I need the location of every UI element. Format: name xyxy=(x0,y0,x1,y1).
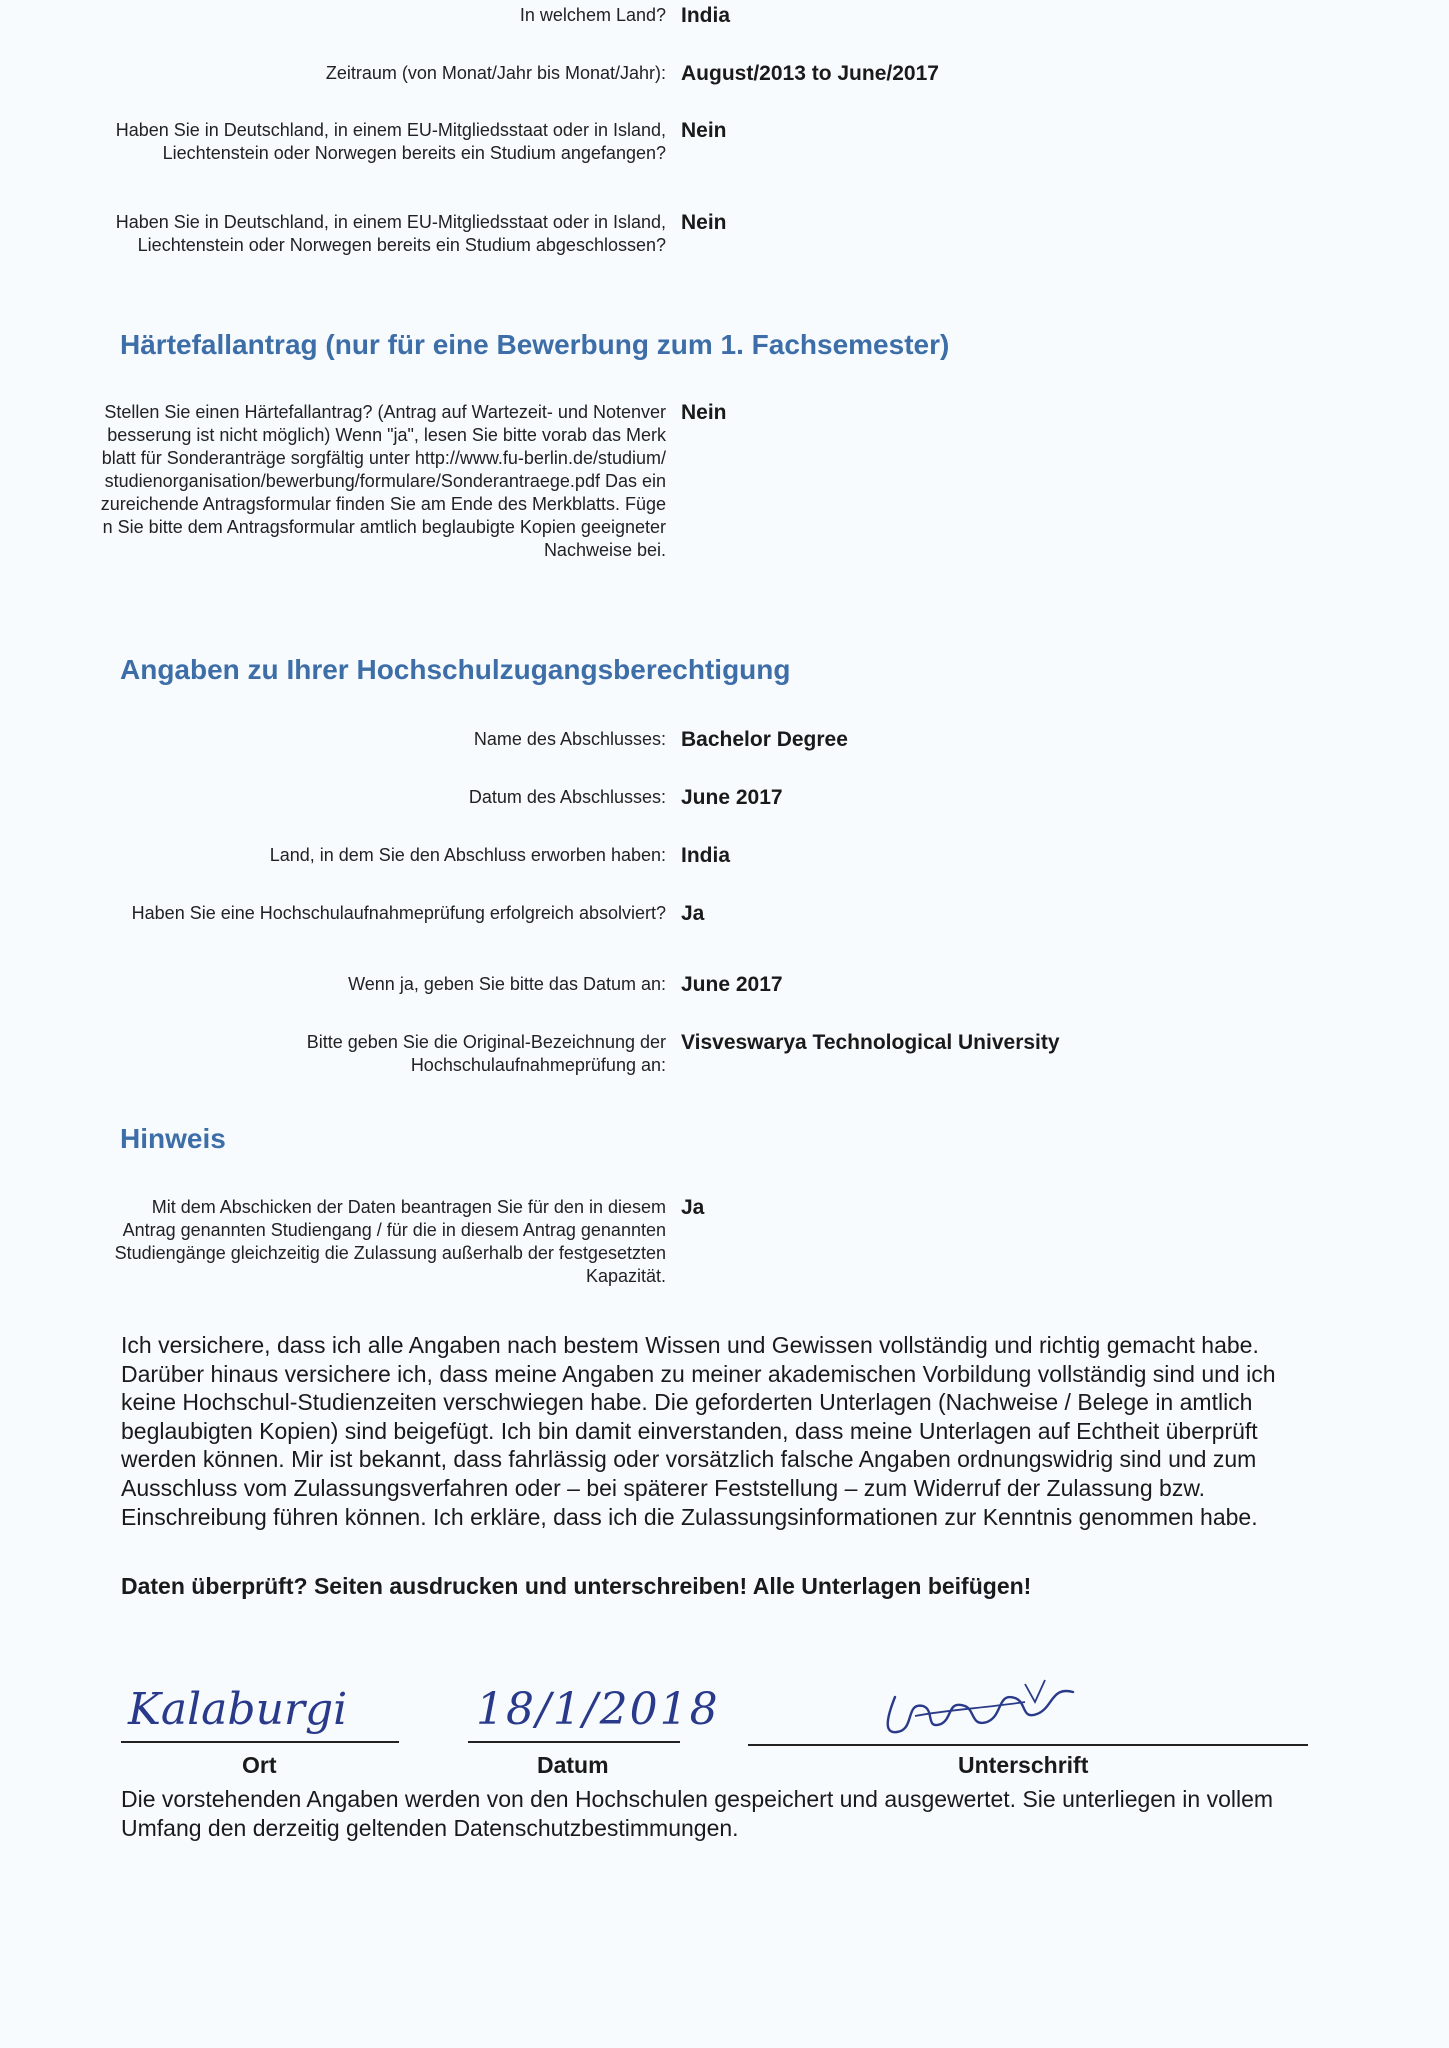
signature-label: Unterschrift xyxy=(958,1752,1089,1778)
field-value: India xyxy=(681,844,731,867)
field-degree-country xyxy=(100,844,1400,867)
field-value: Bachelor Degree xyxy=(681,728,848,751)
field-label: Name des Abschlusses: xyxy=(473,729,666,749)
field-entrance-exam xyxy=(100,902,1400,925)
section-heading-note: Hinweis xyxy=(120,1123,226,1154)
field-exam-name xyxy=(100,1031,1400,1077)
place-label: Ort xyxy=(242,1752,277,1778)
field-capacity-note xyxy=(100,1196,1400,1288)
field-value: Visveswarya Technological University xyxy=(681,1031,1060,1054)
section-heading-hardship: Härtefallantrag (nur für eine Bewerbung zum 1. Fachsemester) xyxy=(120,329,950,360)
field-label: In welchem Land? xyxy=(519,5,666,25)
field-degree-date xyxy=(100,786,1400,809)
handwritten-signature xyxy=(875,1672,1105,1752)
field-period xyxy=(100,62,1400,85)
field-exam-date xyxy=(100,973,1400,996)
field-label: Haben Sie in Deutschland, in einem EU-Mitgliedsstaat oder in Island, Liechtenstein oder Norwegen bereits ein Studium abgeschlossen? xyxy=(115,212,666,255)
field-hardship-request xyxy=(100,401,1400,562)
field-study-completed xyxy=(100,211,1400,257)
field-label: Haben Sie eine Hochschulaufnahmeprüfung erfolgreich absolviert? xyxy=(131,903,666,923)
section-heading-qualification: Angaben zu Ihrer Hochschulzugangsberechtigung xyxy=(120,654,791,685)
field-value: June 2017 xyxy=(681,786,783,809)
field-label: Wenn ja, geben Sie bitte das Datum an: xyxy=(348,974,666,994)
field-label: Bitte geben Sie die Original-Bezeichnung der Hochschulaufnahmeprüfung an: xyxy=(306,1032,666,1075)
privacy-notice: Die vorstehenden Angaben werden von den Hochschulen gespeichert und ausgewertet. Sie unterliegen in vollem Umfang den derzeitig geltenden Datenschutzbestimmungen. xyxy=(121,1786,1274,1841)
handwritten-date: 18/1/2018 xyxy=(476,1684,720,1735)
field-degree-name xyxy=(100,728,1400,751)
date-label: Datum xyxy=(537,1752,609,1778)
handwritten-place: Kalaburgi xyxy=(128,1684,348,1735)
field-value: India xyxy=(681,4,731,27)
field-value: Nein xyxy=(681,211,727,234)
field-value: June 2017 xyxy=(681,973,783,996)
signature-line xyxy=(748,1744,1308,1746)
field-value: Nein xyxy=(681,119,727,142)
print-notice: Daten überprüft? Seiten ausdrucken und unterschreiben! Alle Unterlagen beifügen! xyxy=(121,1573,1032,1599)
date-signature-line xyxy=(468,1741,680,1743)
field-country xyxy=(100,4,1400,27)
declaration-paragraph: Ich versichere, dass ich alle Angaben nach bestem Wissen und Gewissen vollständig und richtig gemacht habe. Darüber hinaus versichere ich, dass meine Angaben zu meiner akademischen Vorbildung vollständig sind und ich keine Hochschul-Studienzeiten verschwiegen habe. Die geforderten Unterlagen (Nachweise / Belege in amtlich beglaubigten Kopien) sind beigefügt. Ich bin damit einverstanden, dass meine Unterlagen auf Echtheit überprüft werden können. Mir ist bekannt, dass fahrlässig oder vorsätzlich falsche Angaben ordnungswidrig sind und zum Ausschluss vom Zulassungsverfahren oder – bei späterer Feststellung – zum Widerruf der Zulassung bzw. Einschreibung führen können. Ich erkläre, dass ich die Zulassungsinformationen zur Kenntnis genommen habe. xyxy=(121,1332,1276,1530)
field-value: Ja xyxy=(681,902,705,925)
field-label: Haben Sie in Deutschland, in einem EU-Mitgliedsstaat oder in Island, Liechtenstein oder Norwegen bereits ein Studium angefangen? xyxy=(115,120,666,163)
field-study-started xyxy=(100,119,1400,165)
field-value: Ja xyxy=(681,1196,705,1219)
field-label: Stellen Sie einen Härtefallantrag? (Antrag auf Wartezeit- und Notenverbesserung ist nicht möglich) Wenn "ja", lesen Sie bitte vorab das Merkblatt für Sonderanträge sorgfältig unter http://www.fu-berlin.de/studium/studienorganisation/bewerbung/formulare/Sonderantraege.pdf Das einzureichende Antragsformular finden Sie am Ende des Merkblatts. Fügen Sie bitte dem Antragsformular amtlich beglaubigte Kopien geeigneter Nachweise bei. xyxy=(100,402,666,560)
field-label: Land, in dem Sie den Abschluss erworben haben: xyxy=(269,845,666,865)
field-value: Nein xyxy=(681,401,727,424)
place-signature-line xyxy=(121,1741,399,1743)
field-label: Zeitraum (von Monat/Jahr bis Monat/Jahr): xyxy=(325,63,666,83)
field-value: August/2013 to June/2017 xyxy=(681,62,939,85)
field-label: Datum des Abschlusses: xyxy=(468,787,666,807)
field-label: Mit dem Abschicken der Daten beantragen Sie für den in diesem Antrag genannten Studiengang / für die in diesem Antrag genannten Studiengänge gleichzeitig die Zulassung außerhalb der festgesetzten Kapazität. xyxy=(114,1197,666,1286)
